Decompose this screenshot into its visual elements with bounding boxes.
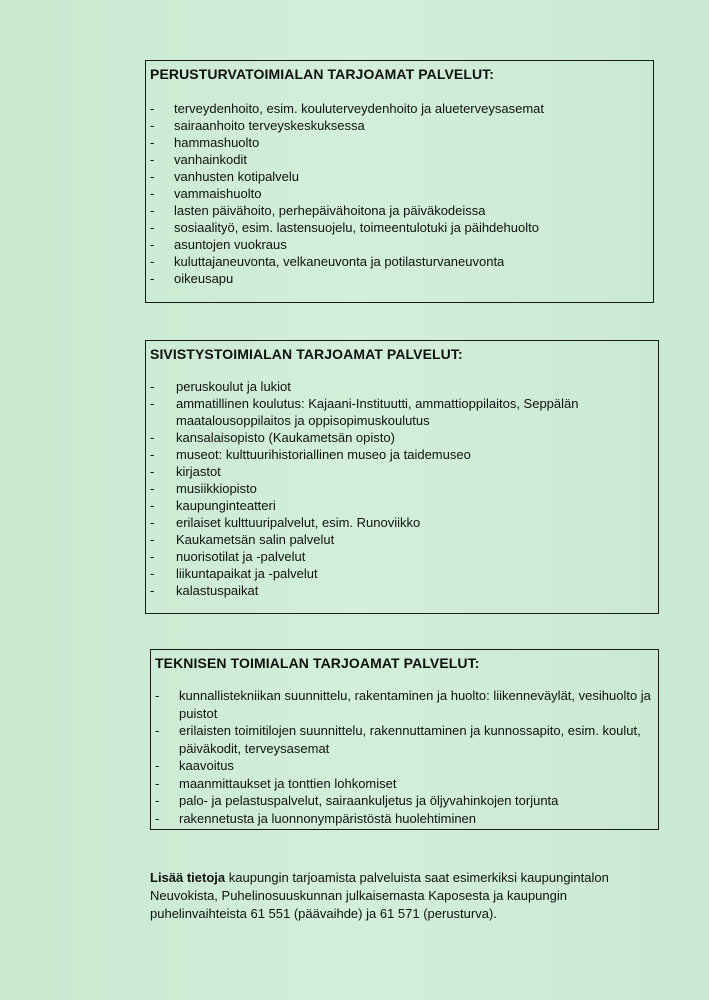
list-item: - sosiaalityö, esim. lastensuojelu, toimeentulotuki ja päihdehuolto — [150, 219, 647, 236]
list-item: - nuorisotilat ja -palvelut — [150, 548, 652, 565]
section-title: TEKNISEN TOIMIALAN TARJOAMAT PALVELUT: — [155, 655, 480, 671]
list-item: - asuntojen vuokraus — [150, 236, 647, 253]
list-item: - ammatillinen koulutus: Kajaani-Instituutti, ammattioppilaitos, Seppälän maatalousoppilaitos ja oppisopimuskoulutus — [150, 395, 652, 429]
service-list — [155, 687, 652, 827]
list-item: - vanhusten kotipalvelu — [150, 168, 647, 185]
list-item: - erilaisten toimitilojen suunnittelu, rakennuttaminen ja kunnossapito, esim. koulut, päiväkodit, terveysasemat — [155, 722, 652, 757]
more-info-text: kaupungin tarjoamista palveluista saat esimerkiksi kaupungintalon Neuvokista, Puhelinosuuskunnan julkaisemasta Kaposesta ja kaupungin puhelinvaihteista 61 551 (päävaihde) ja 61 571 (perusturva). — [150, 870, 609, 921]
section-title: SIVISTYSTOIMIALAN TARJOAMAT PALVELUT: — [150, 346, 463, 362]
list-item: - kaavoitus — [155, 757, 652, 775]
section-tekninen — [150, 649, 659, 830]
list-item: - kalastuspaikat — [150, 582, 652, 599]
section-sivistys — [145, 340, 659, 614]
list-item: - hammashuolto — [150, 134, 647, 151]
more-info-lead: Lisää tietoja — [150, 870, 226, 885]
list-item: - maanmittaukset ja tonttien lohkomiset — [155, 775, 652, 793]
list-item: - vanhainkodit — [150, 151, 647, 168]
list-item: - sairaanhoito terveyskeskuksessa — [150, 117, 647, 134]
list-item: - kirjastot — [150, 463, 652, 480]
list-item: - oikeusapu — [150, 270, 647, 287]
service-list — [150, 100, 647, 287]
list-item: - Kaukametsän salin palvelut — [150, 531, 652, 548]
list-item: - lasten päivähoito, perhepäivähoitona ja päiväkodeissa — [150, 202, 647, 219]
section-title: PERUSTURVATOIMIALAN TARJOAMAT PALVELUT: — [150, 66, 495, 82]
list-item: - kunnallistekniikan suunnittelu, rakentaminen ja huolto: liikenneväylät, vesihuolto ja puistot — [155, 687, 652, 722]
list-item: - peruskoulut ja lukiot — [150, 378, 652, 395]
list-item: - musiikkiopisto — [150, 480, 652, 497]
list-item: - museot: kulttuurihistoriallinen museo ja taidemuseo — [150, 446, 652, 463]
list-item: - vammaishuolto — [150, 185, 647, 202]
list-item: - kansalaisopisto (Kaukametsän opisto) — [150, 429, 652, 446]
list-item: - terveydenhoito, esim. kouluterveydenhoito ja alueterveysasemat — [150, 100, 647, 117]
list-item: - kuluttajaneuvonta, velkaneuvonta ja potilasturvaneuvonta — [150, 253, 647, 270]
list-item: - liikuntapaikat ja -palvelut — [150, 565, 652, 582]
more-info-paragraph — [150, 869, 650, 923]
section-perusturva — [145, 60, 654, 303]
list-item: - rakennetusta ja luonnonympäristöstä huolehtiminen — [155, 810, 652, 828]
list-item: - kaupunginteatteri — [150, 497, 652, 514]
list-item: - erilaiset kulttuuripalvelut, esim. Runoviikko — [150, 514, 652, 531]
list-item: - palo- ja pelastuspalvelut, sairaankuljetus ja öljyvahinkojen torjunta — [155, 792, 652, 810]
service-list — [150, 378, 652, 599]
